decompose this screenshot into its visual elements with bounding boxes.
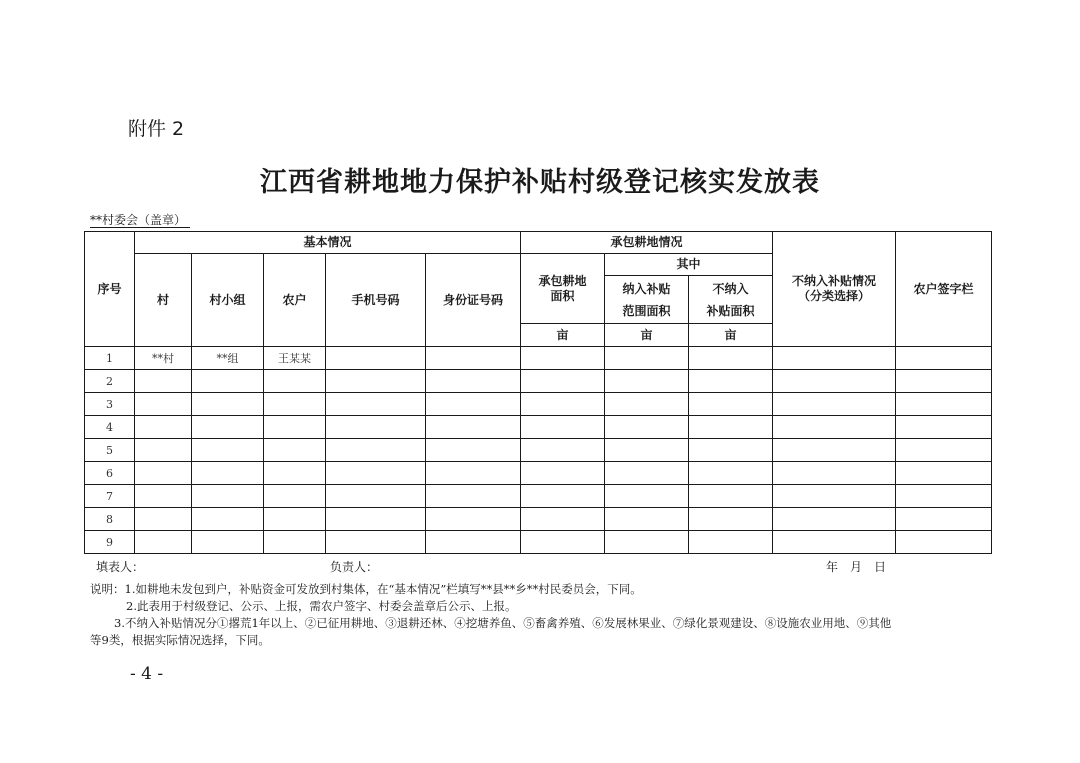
header-excluded-area: 不纳入 补贴面积 [689,276,773,324]
cell-phone[interactable] [326,485,426,508]
cell-excluded-area[interactable] [689,531,773,554]
cell-signature[interactable] [896,416,992,439]
cell-seq: 6 [85,462,135,485]
cell-seq: 3 [85,393,135,416]
cell-included-area[interactable] [605,416,689,439]
table-row [85,462,992,485]
cell-excluded-area[interactable] [689,370,773,393]
cell-contract-area[interactable] [521,439,605,462]
cell-signature[interactable] [896,508,992,531]
cell-id-number[interactable] [426,370,521,393]
cell-village [135,370,192,393]
cell-excluded-area[interactable] [689,439,773,462]
cell-included-area[interactable] [605,439,689,462]
cell-phone[interactable] [326,531,426,554]
cell-not-included-status[interactable] [773,393,896,416]
cell-signature[interactable] [896,439,992,462]
header-of-which: 其中 [605,254,773,276]
cell-not-included-status[interactable] [773,439,896,462]
cell-signature[interactable] [896,462,992,485]
cell-excluded-area[interactable] [689,393,773,416]
unit-mu: 亩 [689,324,773,347]
cell-not-included-status[interactable] [773,347,896,370]
cell-group [192,462,264,485]
unit-mu: 亩 [521,324,605,347]
cell-not-included-status[interactable] [773,531,896,554]
header-land-info: 承包耕地情况 [521,232,773,254]
cell-id-number[interactable] [426,462,521,485]
cell-id-number[interactable] [426,531,521,554]
village-committee-seal-line: **村委会（盖章） [90,213,190,228]
cell-not-included-status[interactable] [773,370,896,393]
header-group: 村小组 [192,254,264,347]
header-signature: 农户签字栏 [896,232,992,347]
cell-seq: 1 [85,347,135,370]
cell-id-number[interactable] [426,508,521,531]
table-row [85,416,992,439]
cell-signature[interactable] [896,370,992,393]
cell-contract-area[interactable] [521,370,605,393]
cell-excluded-area[interactable] [689,347,773,370]
cell-signature[interactable] [896,531,992,554]
cell-phone[interactable] [326,347,426,370]
header-contract-area: 承包耕地 面积 [521,254,605,324]
header-phone: 手机号码 [326,254,426,347]
header-included-area: 纳入补贴 范围面积 [605,276,689,324]
cell-group [192,439,264,462]
header-id-number: 身份证号码 [426,254,521,347]
cell-not-included-status[interactable] [773,508,896,531]
note-3: 3.不纳入补贴情况分①撂荒1年以上、②已征用耕地、③退耕还林、④挖塘养鱼、⑤畜禽养殖、⑥发展林果业、⑦绿化景观建设、⑧设施农业用地、⑨其他 [114,616,892,630]
cell-seq: 5 [85,439,135,462]
note-3-cont: 等9类，根据实际情况选择，下同。 [90,633,270,647]
cell-id-number[interactable] [426,347,521,370]
cell-group [192,416,264,439]
header-household: 农户 [264,254,326,347]
cell-household [264,416,326,439]
cell-not-included-status[interactable] [773,462,896,485]
cell-phone[interactable] [326,370,426,393]
document-title: 江西省耕地地力保护补贴村级登记核实发放表 [260,167,820,198]
cell-seq: 9 [85,531,135,554]
registration-table [84,231,992,554]
cell-contract-area[interactable] [521,462,605,485]
table-row [85,485,992,508]
cell-phone[interactable] [326,416,426,439]
cell-phone[interactable] [326,508,426,531]
cell-seq: 4 [85,416,135,439]
cell-excluded-area[interactable] [689,416,773,439]
cell-phone[interactable] [326,393,426,416]
cell-id-number[interactable] [426,439,521,462]
cell-group [192,393,264,416]
cell-id-number[interactable] [426,485,521,508]
table-row [85,531,992,554]
cell-household [264,531,326,554]
cell-village [135,531,192,554]
cell-village: **村 [135,347,192,370]
table-row [85,393,992,416]
cell-id-number[interactable] [426,416,521,439]
header-not-included-status: 不纳入补贴情况 （分类选择） [773,232,896,347]
filler-label: 填表人： [96,560,145,574]
cell-household: 王某某 [264,347,326,370]
cell-signature[interactable] [896,393,992,416]
table-row [85,508,992,531]
cell-village [135,416,192,439]
cell-village [135,393,192,416]
cell-excluded-area[interactable] [689,508,773,531]
cell-village [135,485,192,508]
cell-seq: 7 [85,485,135,508]
cell-phone[interactable] [326,462,426,485]
cell-household [264,439,326,462]
cell-not-included-status[interactable] [773,485,896,508]
table-row [85,439,992,462]
header-basic-info: 基本情况 [135,232,521,254]
cell-contract-area[interactable] [521,508,605,531]
header-village: 村 [135,254,192,347]
cell-included-area[interactable] [605,485,689,508]
cell-household [264,370,326,393]
table-row [85,347,992,370]
cell-group [192,370,264,393]
cell-village [135,508,192,531]
cell-household [264,508,326,531]
cell-phone[interactable] [326,439,426,462]
cell-included-area[interactable] [605,531,689,554]
cell-household [264,462,326,485]
table-row [85,370,992,393]
cell-included-area[interactable] [605,508,689,531]
cell-village [135,439,192,462]
cell-excluded-area[interactable] [689,462,773,485]
notes [90,581,1010,649]
cell-seq: 2 [85,370,135,393]
cell-household [264,393,326,416]
cell-group [192,531,264,554]
cell-signature[interactable] [896,485,992,508]
attachment-label: 附件 2 [128,118,185,140]
cell-included-area[interactable] [605,370,689,393]
cell-contract-area[interactable] [521,347,605,370]
cell-seq: 8 [85,508,135,531]
cell-excluded-area[interactable] [689,485,773,508]
cell-group: **组 [192,347,264,370]
responsible-label: 负责人： [330,560,379,574]
unit-mu: 亩 [605,324,689,347]
note-1: 说明：1.如耕地未发包到户，补贴资金可发放到村集体，在“基本情况”栏填写**县**乡**村民委员会，下同。 [90,582,642,596]
page-number: - 4 - [130,664,164,684]
cell-not-included-status[interactable] [773,416,896,439]
note-2: 2.此表用于村级登记、公示、上报，需农户签字、村委会盖章后公示、上报。 [126,599,517,613]
cell-household [264,485,326,508]
cell-group [192,485,264,508]
cell-contract-area[interactable] [521,416,605,439]
cell-included-area[interactable] [605,462,689,485]
cell-contract-area[interactable] [521,531,605,554]
cell-id-number[interactable] [426,393,521,416]
cell-included-area[interactable] [605,347,689,370]
cell-signature[interactable] [896,347,992,370]
header-seq: 序号 [85,232,135,347]
cell-contract-area[interactable] [521,485,605,508]
cell-village [135,462,192,485]
date-label: 年 月 日 [826,560,887,574]
cell-contract-area[interactable] [521,393,605,416]
cell-group [192,508,264,531]
cell-included-area[interactable] [605,393,689,416]
